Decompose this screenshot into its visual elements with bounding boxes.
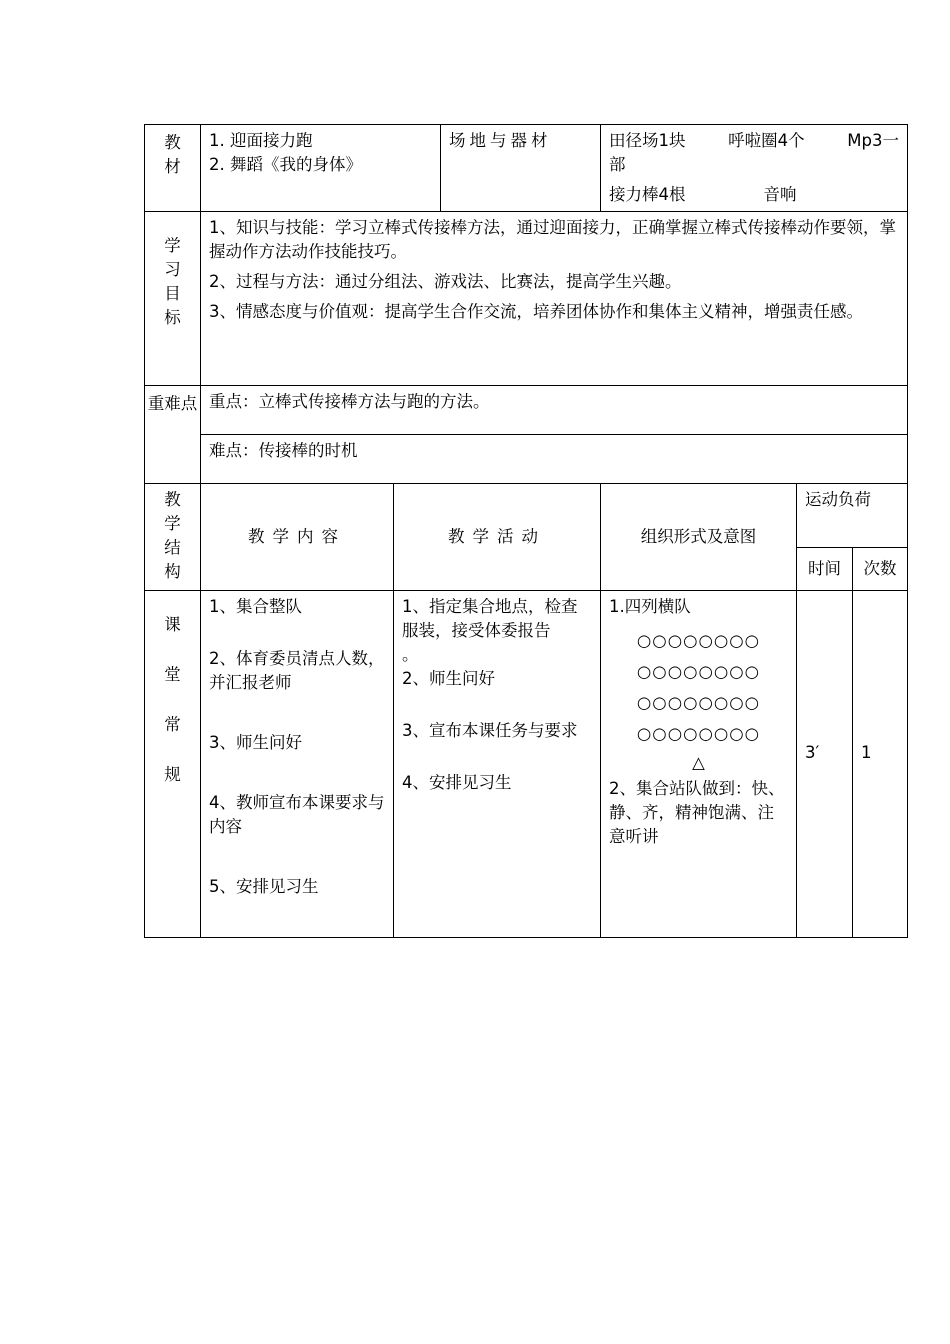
routine-activity-item: 3、宣布本课任务与要求 — [402, 721, 578, 740]
materials-row — [145, 125, 908, 212]
routine-time: 3′ — [797, 591, 853, 938]
materials-items — [201, 125, 441, 212]
routine-activity-item: 2、师生问好 — [402, 669, 495, 688]
key-points-label: 重难点 — [145, 386, 201, 484]
venue-field: 田径场1块 — [609, 131, 686, 150]
routine-activity-item: 1、指定集合地点，检查服装，接受体委报告 — [402, 597, 578, 640]
formation-title: 1.四列横队 — [609, 597, 691, 616]
difficulty-row — [145, 435, 908, 484]
routine-content-item: 2、体育委员清点人数，并汇报老师 — [209, 649, 385, 692]
header-count: 次数 — [853, 548, 908, 591]
teacher-position-icon: △ — [692, 753, 705, 772]
routine-content-item: 1、集合整队 — [209, 597, 302, 616]
routine-content-item: 5、安排见习生 — [209, 877, 319, 896]
key-difficulty: 难点：传接棒的时机 — [201, 435, 908, 484]
materials-label: 教 材 — [145, 125, 201, 212]
key-focus: 重点：立棒式传接棒方法与跑的方法。 — [201, 386, 908, 435]
formation-note: 2、集合站队做到：快、静、齐，精神饱满、注意听讲 — [609, 779, 785, 846]
formation-row: ○○○○○○○○ — [636, 693, 761, 712]
routine-count: 1 — [853, 591, 908, 938]
lesson-plan-table — [144, 124, 908, 938]
venue-mp3: Mp3一 — [847, 131, 899, 150]
objectives-content — [201, 212, 908, 386]
objective-item: 2、过程与方法：通过分组法、游戏法、比赛法，提高学生兴趣。 — [209, 272, 682, 291]
structure-label: 教 学 结 构 — [145, 484, 201, 591]
objective-item: 1、知识与技能：学习立棒式传接棒方法，通过迎面接力，正确掌握立棒式传接棒动作要领，掌握动作方法动作技能技巧。 — [209, 218, 896, 261]
venue-mp3-unit: 部 — [609, 155, 626, 174]
header-organization: 组织形式及意图 — [601, 484, 797, 591]
venue-hoops: 呼啦圈4个 — [728, 131, 805, 150]
formation-row: ○○○○○○○○ — [636, 724, 761, 743]
formation-row: ○○○○○○○○ — [636, 662, 761, 681]
routine-content-item: 3、师生问好 — [209, 733, 302, 752]
venue-label: 场地与器材 — [441, 125, 601, 212]
header-content: 教学内容 — [201, 484, 394, 591]
objectives-row — [145, 212, 908, 386]
routine-content-item: 4、教师宣布本课要求与内容 — [209, 793, 385, 836]
formation-row: ○○○○○○○○ — [636, 631, 761, 650]
header-activity: 教学活动 — [394, 484, 601, 591]
routine-activity-item: 4、安排见习生 — [402, 773, 512, 792]
header-time: 时间 — [797, 548, 853, 591]
material-item: 1. 迎面接力跑 — [209, 131, 313, 150]
structure-header-row — [145, 484, 908, 548]
formation-diagram — [609, 625, 788, 749]
venue-speaker: 音响 — [763, 185, 797, 204]
routine-content — [201, 591, 394, 938]
venue-batons: 接力棒4根 — [609, 185, 686, 204]
key-points-row — [145, 386, 908, 435]
routine-activity — [394, 591, 601, 938]
routine-label: 课 堂 常 规 — [145, 591, 201, 938]
header-load: 运动负荷 — [797, 484, 908, 548]
objective-item: 3、情感态度与价值观：提高学生合作交流，培养团体协作和集体主义精神，增强责任感。 — [209, 302, 863, 321]
routine-activity-item: 。 — [402, 645, 419, 664]
objectives-label: 学 习 目 标 — [145, 212, 201, 386]
material-item: 2. 舞蹈《我的身体》 — [209, 155, 362, 174]
routine-row — [145, 591, 908, 938]
routine-organization — [601, 591, 797, 938]
venue-equipment — [601, 125, 908, 212]
